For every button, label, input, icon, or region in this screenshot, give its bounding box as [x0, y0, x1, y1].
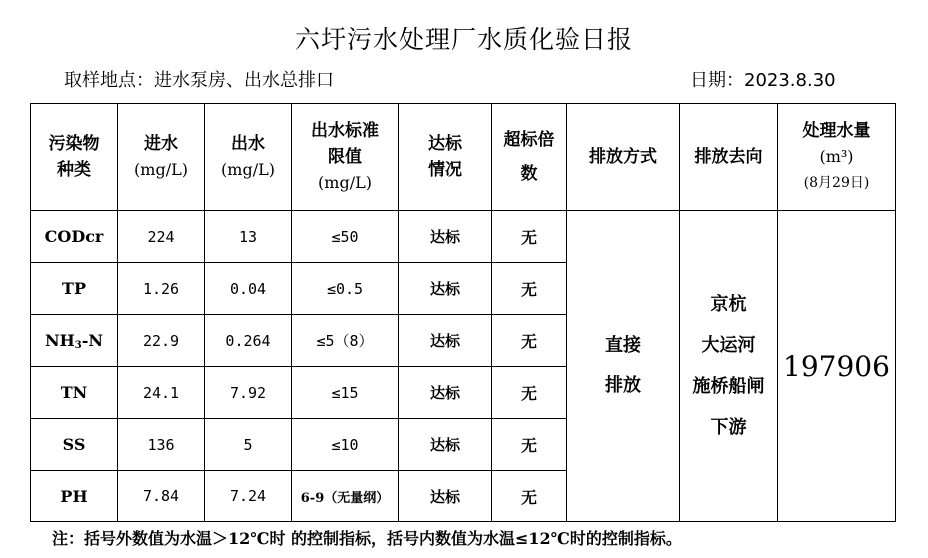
row-limit: 6-9（无量纲）: [292, 471, 399, 522]
row-item-tail: -N: [81, 330, 103, 350]
header-influent: [118, 104, 205, 211]
header-discharge-method: 排放方式: [567, 104, 680, 211]
row-item: SS: [31, 419, 118, 471]
header-volume-unit: (m³): [819, 147, 854, 166]
row-item: TP: [31, 263, 118, 315]
direction-line1: 京杭: [710, 294, 747, 315]
row-compliance: 达标: [399, 471, 492, 522]
row-compliance: 达标: [399, 419, 492, 471]
row-limit: ≤0.5: [292, 263, 399, 315]
row-limit: ≤15: [292, 367, 399, 419]
row-limit: ≤50: [292, 211, 399, 263]
header-limit-line1: 出水标准: [311, 121, 379, 141]
header-compliance: [399, 104, 492, 211]
header-limit: [292, 104, 399, 211]
header-pollutant-line1: 污染物: [48, 134, 100, 154]
row-influent: 24.1: [118, 367, 205, 419]
footnote: 注：括号外数值为水温＞12℃时 的控制指标，括号内数值为水温≤12℃时的控制指标。: [52, 529, 682, 548]
row-influent: 1.26: [118, 263, 205, 315]
discharge-method-cell: [567, 211, 680, 522]
discharge-direction-cell: [680, 211, 778, 522]
report-date: 日期：2023.8.30: [690, 70, 836, 91]
header-pollutant: [31, 104, 118, 211]
header-influent-label: 进水: [144, 134, 178, 154]
row-item-main: NH: [45, 330, 75, 350]
header-exceed-line2: 数: [520, 164, 538, 184]
header-volume-label: 处理水量: [802, 121, 871, 141]
row-exceed: 无: [492, 471, 567, 522]
row-item: PH: [31, 471, 118, 522]
header-row: [31, 104, 896, 211]
row-influent: 224: [118, 211, 205, 263]
header-compliance-line1: 达标: [428, 134, 462, 154]
header-discharge-direction: 排放去向: [680, 104, 778, 211]
row-effluent: 7.92: [205, 367, 292, 419]
row-item: [31, 315, 118, 367]
discharge-method-line1: 直接: [605, 335, 641, 356]
row-compliance: 达标: [399, 367, 492, 419]
treated-volume: 197906: [778, 211, 896, 522]
row-limit: ≤10: [292, 419, 399, 471]
row-exceed: 无: [492, 211, 567, 263]
row-compliance: 达标: [399, 315, 492, 367]
header-exceed: [492, 104, 567, 211]
row-influent: 7.84: [118, 471, 205, 522]
row-item: TN: [31, 367, 118, 419]
row-compliance: 达标: [399, 263, 492, 315]
header-effluent: [205, 104, 292, 211]
header-limit-line2: 限值: [328, 147, 362, 167]
row-influent: 136: [118, 419, 205, 471]
row-effluent: 7.24: [205, 471, 292, 522]
row-exceed: 无: [492, 263, 567, 315]
row-item: CODcr: [31, 211, 118, 263]
direction-line4: 下游: [710, 417, 747, 438]
header-volume: [778, 104, 896, 211]
sampling-location: 取样地点：进水泵房、出水总排口: [64, 70, 334, 91]
row-effluent: 0.264: [205, 315, 292, 367]
header-volume-date: (8月29日): [803, 175, 870, 191]
header-effluent-label: 出水: [231, 134, 265, 154]
row-compliance: 达标: [399, 211, 492, 263]
row-exceed: 无: [492, 367, 567, 419]
row-limit: ≤5（8）: [292, 315, 399, 367]
row-effluent: 0.04: [205, 263, 292, 315]
report-title: 六圩污水处理厂水质化验日报: [294, 25, 633, 54]
direction-line2: 大运河: [701, 335, 756, 356]
header-pollutant-line2: 种类: [57, 160, 91, 180]
row-exceed: 无: [492, 315, 567, 367]
row-exceed: 无: [492, 419, 567, 471]
row-influent: 22.9: [118, 315, 205, 367]
row-effluent: 13: [205, 211, 292, 263]
header-exceed-line1: 超标倍: [503, 130, 555, 150]
water-quality-table: [30, 103, 896, 522]
direction-line3: 施桥船闸: [692, 376, 765, 397]
table-row: [31, 211, 896, 263]
row-effluent: 5: [205, 419, 292, 471]
discharge-method-line2: 排放: [605, 375, 641, 396]
header-limit-unit: (mg/L): [318, 173, 372, 192]
row-item-subscript: 3: [74, 339, 82, 351]
header-compliance-line2: 情况: [428, 160, 462, 180]
header-influent-unit: (mg/L): [134, 160, 188, 179]
header-effluent-unit: (mg/L): [221, 160, 275, 179]
